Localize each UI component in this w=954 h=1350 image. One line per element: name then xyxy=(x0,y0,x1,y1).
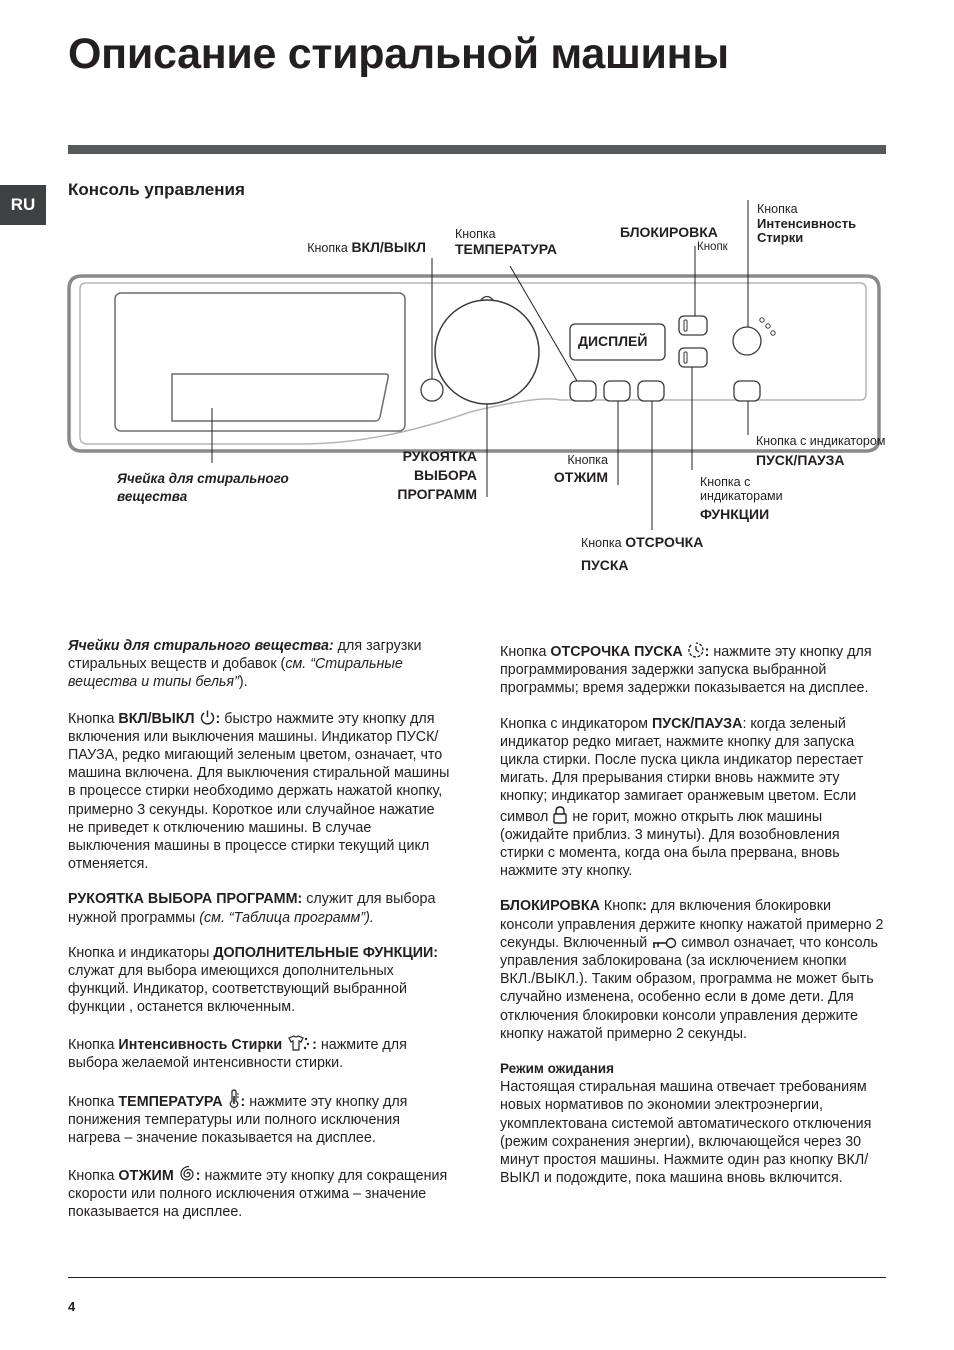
temperature-label: Кнопка ТЕМПЕРАТУРА xyxy=(455,227,557,257)
program-knob-label: РУКОЯТКА ВЫБОРА ПРОГРАММ xyxy=(397,448,477,502)
spin-button-shape xyxy=(604,381,630,401)
title-rule xyxy=(68,145,886,154)
spin-spiral-icon xyxy=(178,1165,196,1183)
door-lock-icon xyxy=(552,806,568,824)
thermometer-icon xyxy=(227,1089,241,1109)
functions-label: Кнопка с индикаторами ФУНКЦИИ xyxy=(700,475,783,522)
intensity-button-shape xyxy=(733,327,761,355)
page-number: 4 xyxy=(68,1299,76,1314)
standby-heading: Режим ожидания xyxy=(500,1061,614,1077)
startpause-paragraph: Кнопка с индикатором ПУСК/ПАУЗА: когда зеленый индикатор редко мигает, нажмите кнопку для запуска цикла стирки. После пуска цикла индикатор перестает мигать. Для прерывания стирки вновь нажмите эту кнопку; индикатор замигает оранжевым цветом. Если символ не горит, можно открыть люк машины (ожидайте приблиз. 3 минуты). Для возобновления стирки с момента, когда она была прервана, вновь нажмите эту кнопку. xyxy=(500,715,864,880)
startpause-label: Кнопка с индикатором ПУСК/ПАУЗА xyxy=(756,434,886,468)
page-title: Описание стиральной машины xyxy=(68,30,729,78)
temperature-paragraph: Кнопка ТЕМПЕРАТУРА : нажмите эту кнопку для понижения температуры или полного исключения нагрева – значение показывается на дисплее. xyxy=(68,1089,453,1148)
function-led-2 xyxy=(684,352,687,363)
onoff-paragraph: Кнопка ВКЛ/ВЫКЛ : быстро нажмите эту кнопку для включения или выключения машины. Индикатор ПУСК/ПАУЗА, редко мигающий зеленым цветом, означает, что машина включена. Для выключения стиральной машины в процессе стирки необходимо держать нажатой кнопку, примерно 3 секунды. Короткое или случайное нажатие не приведет к отключению машины. В случае выключения машины в процессе стирки текущий цикл отменяется. xyxy=(68,710,450,873)
temperature-button-shape xyxy=(570,381,596,401)
intensity-led-2 xyxy=(766,324,770,328)
footer-rule xyxy=(68,1277,886,1278)
delay-paragraph: Кнопка ОТСРОЧКА ПУСКА : нажмите эту кнопку для программирования задержки запуска выбранной программы; время задержки показывается на дисплее. xyxy=(500,641,885,698)
function-button-2-shape xyxy=(679,348,707,367)
intensity-led-1 xyxy=(760,318,764,322)
power-icon xyxy=(199,709,216,726)
control-panel-diagram xyxy=(0,200,954,600)
detergent-label: Ячейка для стирального вещества xyxy=(117,471,289,504)
lock-label: БЛОКИРОВКА Кнопк xyxy=(620,224,728,253)
delay-label: Кнопка ОТСРОЧКА ПУСКА xyxy=(581,534,704,573)
onoff-button-shape xyxy=(421,379,443,401)
key-lock-icon xyxy=(651,936,677,950)
tshirt-stains-icon xyxy=(286,1034,312,1052)
delay-button-shape xyxy=(638,381,664,401)
spin-paragraph: Кнопка ОТЖИМ : нажмите эту кнопку для сокращения скорости или полного исключения отжима – значение показывается на дисплее. xyxy=(68,1165,453,1222)
intensity-paragraph: Кнопка Интенсивность Стирки : нажмите для выбора желаемой интенсивности стирки. xyxy=(68,1034,453,1072)
display-label: ДИСПЛЕЙ xyxy=(578,333,648,349)
knob-paragraph: РУКОЯТКА ВЫБОРА ПРОГРАММ: служит для выбора нужной программы (см. “Таблица программ”). xyxy=(68,891,436,926)
console-heading: Консоль управления xyxy=(68,180,245,199)
right-column xyxy=(500,641,885,1204)
standby-paragraph: Режим ожидания Настоящая стиральная машина отвечает требованиям новых нормативов по экономии электроэнергии, укомплектована системой автоматического отключения (режим сохранения энергии), включающейся через 30 минут простоя машины. Нажмите один раз кнопку ВКЛ/ВЫКЛ и подождите, пока машина вновь включится. xyxy=(500,1060,885,1187)
drawer-handle xyxy=(172,374,388,421)
intensity-led-3 xyxy=(771,331,775,335)
language-tab: RU xyxy=(0,185,46,225)
spin-label: Кнопка ОТЖИМ xyxy=(553,453,608,485)
functions-paragraph: Кнопка и индикаторы ДОПОЛНИТЕЛЬНЫЕ ФУНКЦИИ: служат для выбора имеющихся дополнительных функций. Индикатор, соответствующий выбранной функции , останется включенным. xyxy=(68,944,439,1016)
program-knob-shape xyxy=(435,300,539,404)
left-column xyxy=(68,637,453,1238)
function-button-1-shape xyxy=(679,316,707,335)
onoff-label: Кнопка ВКЛ/ВЫКЛ xyxy=(307,239,426,255)
function-led-1 xyxy=(684,320,687,331)
lock-paragraph: БЛОКИРОВКА Кнопк: для включения блокировки консоли управления держите кнопку нажатой примерно 2 секунды. Включенный символ означает, что консоль управления заблокирована (за исключением кнопки ВКЛ./ВЫКЛ.). Таким образом, программа не может быть случайно изменена, особенно если в доме дети. Для отключения блокировки консоли управления держите кнопку нажатой примерно 2 секунды. xyxy=(500,898,884,1042)
intensity-label: Кнопка Интенсивность Стирки xyxy=(757,202,857,245)
clock-icon xyxy=(687,641,705,659)
startpause-button-shape xyxy=(734,381,760,401)
detergent-paragraph: Ячейки для стирального вещества: для загрузки стиральных веществ и добавок (см. “Стиральные вещества и типы белья”). xyxy=(68,638,422,691)
